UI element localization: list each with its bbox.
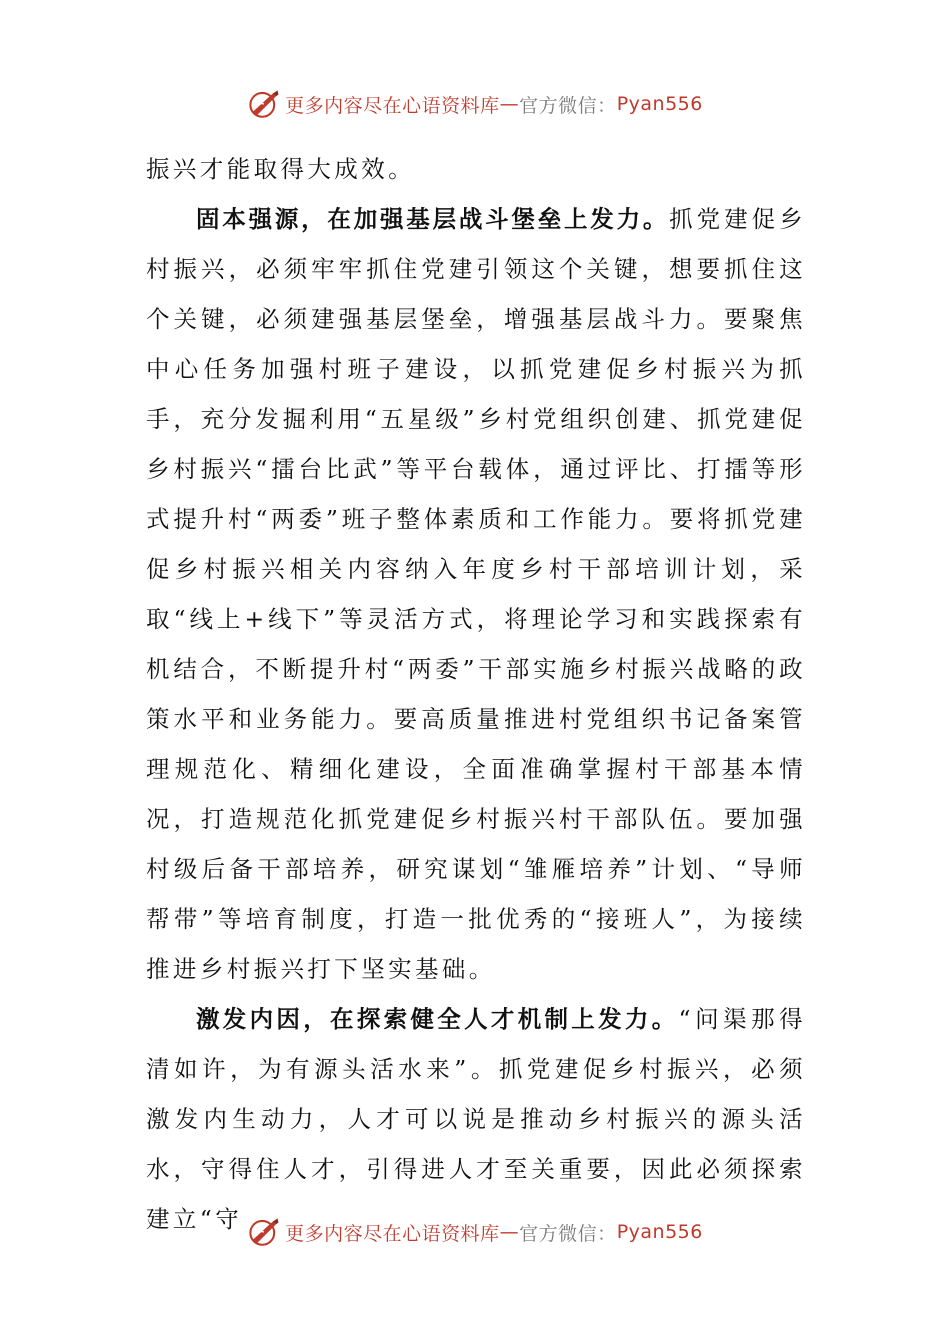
watermark-id: Pyan556 <box>616 93 703 115</box>
watermark-label: 官方微信： <box>519 94 617 117</box>
paragraph-talent <box>146 994 806 1244</box>
pen-circle-icon <box>247 1215 281 1249</box>
pen-circle-icon <box>247 87 281 121</box>
watermark-separator: — <box>499 93 520 115</box>
watermark-label: 官方微信： <box>519 1222 617 1245</box>
watermark-id: Pyan556 <box>616 1221 703 1243</box>
watermark-prefix: 更多内容尽在心语资料库 <box>285 1222 500 1245</box>
watermark-footer <box>0 1210 950 1254</box>
watermark-prefix: 更多内容尽在心语资料库 <box>285 94 500 117</box>
watermark-separator: — <box>499 1221 520 1243</box>
paragraph-lead: 激发内因，在探索健全人才机制上发力。 <box>196 1005 679 1033</box>
paragraph-text: “问渠那得清如许，为有源头活水来”。抓党建促乡村振兴，必须激发内生动力，人才可以说是推动乡村振兴的源头活水，守得住人才，引得进人才至关重要，因此必须探索建立“守 <box>146 1005 806 1233</box>
paragraph-continuation <box>146 144 806 194</box>
paragraph-foundation <box>146 194 806 994</box>
paragraph-text: 振兴才能取得大成效。 <box>146 155 415 183</box>
paragraph-text: 抓党建促乡村振兴，必须牢牢抓住党建引领这个关键，想要抓住这个关键，必须建强基层堡垒，增强基层战斗力。要聚焦中心任务加强村班子建设，以抓党建促乡村振兴为抓手，充分发掘利用“五星级”乡村党组织创建、抓党建促乡村振兴“擂台比武”等平台载体，通过评比、打擂等形式提升村“两委”班子整体素质和工作能力。要将抓党建促乡村振兴相关内容纳入年度乡村干部培训计划，采取“线上+线下”等灵活方式，将理论学习和实践探索有机结合，不断提升村“两委”干部实施乡村振兴战略的政策水平和业务能力。要高质量推进村党组织书记备案管理规范化、精细化建设，全面准确掌握村干部基本情况，打造规范化抓党建促乡村振兴村干部队伍。要加强村级后备干部培养，研究谋划“雏雁培养”计划、“导师帮带”等培育制度，打造一批优秀的“接班人”，为接续推进乡村振兴打下坚实基础。 <box>146 205 806 983</box>
watermark-header <box>0 82 950 126</box>
paragraph-lead: 固本强源，在加强基层战斗堡垒上发力。 <box>196 205 670 233</box>
document-body <box>146 144 806 1244</box>
